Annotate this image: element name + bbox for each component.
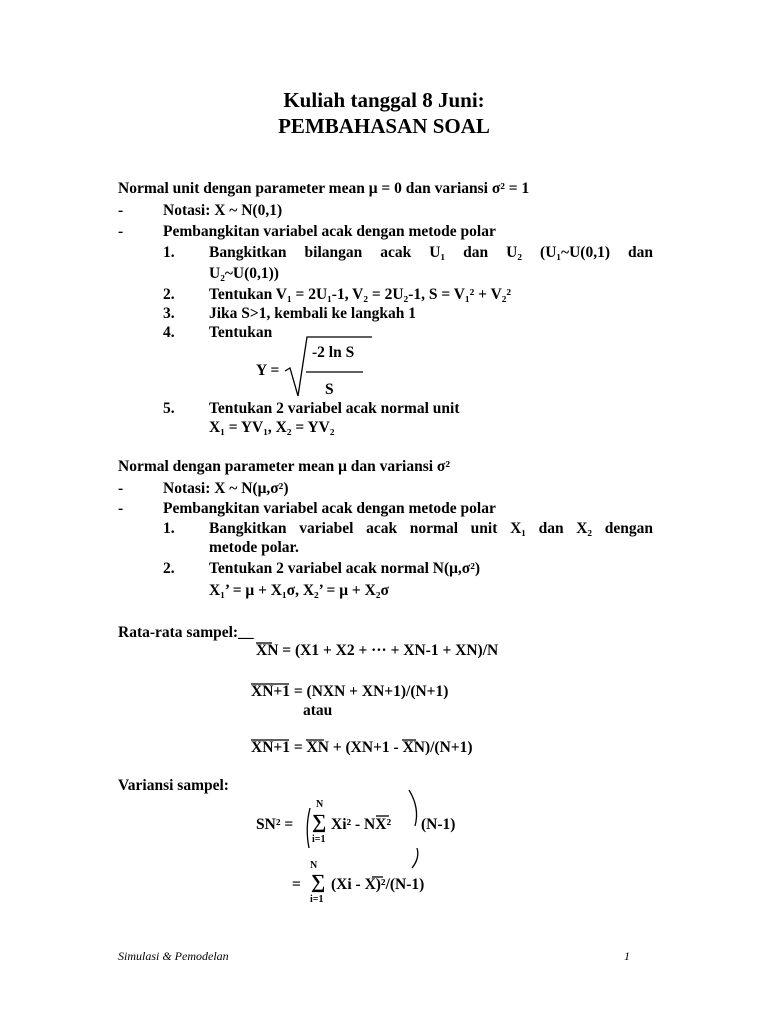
step-number: 1. [163, 520, 175, 537]
page-subtitle: PEMBAHASAN SOAL [278, 114, 490, 138]
step-text: Bangkitkan bilangan acak U₁ dan U₂ (U₁~U(0,1) dan [209, 244, 653, 261]
page-title: Kuliah tanggal 8 Juni: [283, 88, 485, 112]
variance-eq2-lhs: = [292, 876, 301, 893]
sum-upper-limit: N [310, 860, 318, 871]
right-bracket-bottom [412, 848, 418, 868]
step-number: 1. [163, 244, 175, 261]
variance-eq1-tail: (N-1) [421, 816, 456, 833]
step-text: Tentukan 2 variabel acak normal N(μ,σ²) [209, 560, 481, 577]
footer-course: Simulasi & Pemodelan [118, 949, 229, 963]
sum-upper-limit: N [316, 799, 324, 810]
step-number: 5. [163, 400, 175, 417]
step-text-continued: X₁’ = μ + X₁σ, X₂’ = μ + X₂σ [209, 582, 389, 599]
section2-pembangkitan: Pembangkitan variabel acak dengan metode polar [163, 500, 496, 517]
sum-lower-limit: i=1 [310, 894, 324, 905]
step-number: 2. [163, 560, 175, 577]
section4-heading: Variansi sampel: [118, 777, 229, 794]
variance-eq2-body: (Xi - X)²/(N-1) [331, 876, 425, 893]
step-text-continued: metode polar. [209, 539, 299, 556]
sum-symbol: ∑ [312, 811, 327, 833]
step-number: 2. [163, 286, 175, 303]
section2-heading: Normal dengan parameter mean μ dan variansi σ² [118, 458, 451, 475]
step-text: Tentukan V₁ = 2U₁-1, V₂ = 2U₂-1, S = V₁² + V₂² [209, 286, 512, 303]
radical-sign [285, 337, 372, 396]
step-number: 3. [163, 305, 175, 322]
step-text: Tentukan 2 variabel acak normal unit [209, 400, 460, 417]
right-bracket-top [409, 790, 417, 826]
formula-y-numerator: -2 ln S [312, 344, 355, 361]
bullet-dash: - [118, 223, 124, 240]
step-text: Tentukan [209, 324, 273, 341]
left-bracket [307, 808, 310, 848]
sum-lower-limit: i=1 [312, 834, 326, 845]
step-text-continued: U₂~U(0,1)) [209, 265, 279, 282]
formula-y-denominator: S [325, 381, 334, 398]
variance-lhs: SN² = [256, 816, 294, 833]
bullet-dash: - [118, 202, 124, 219]
formula-y-lhs: Y = [256, 362, 280, 379]
bullet-dash: - [118, 480, 124, 497]
bullet-dash: - [118, 500, 124, 517]
mean-equation-1: XN = (X1 + X2 + ··· + XN-1 + XN)/N [256, 642, 499, 659]
section1-pembangkitan: Pembangkitan variabel acak dengan metode polar [163, 223, 496, 240]
mean-atau: atau [303, 702, 333, 719]
step-text: Bangkitkan variabel acak normal unit X₁ dan X₂ dengan [209, 520, 653, 537]
mean-equation-3: XN+1 = XN + (XN+1 - XN)/(N+1) [251, 739, 473, 756]
footer-page-number: 1 [624, 949, 630, 963]
section1-notasi: Notasi: X ~ N(0,1) [163, 202, 283, 219]
sum-symbol: ∑ [311, 871, 326, 893]
section2-notasi: Notasi: X ~ N(μ,σ²) [163, 480, 289, 497]
mean-equation-2: XN+1 = (NXN + XN+1)/(N+1) [251, 683, 449, 700]
section3-heading: Rata-rata sampel:__ [118, 624, 254, 641]
step-text: Jika S>1, kembali ke langkah 1 [209, 305, 416, 322]
section1-heading: Normal unit dengan parameter mean μ = 0 dan variansi σ² = 1 [118, 180, 530, 197]
variance-eq1-body: Xi² - NX² [331, 816, 392, 833]
step-number: 4. [163, 324, 175, 341]
step-text-continued: X₁ = YV₁, X₂ = YV₂ [209, 419, 335, 436]
